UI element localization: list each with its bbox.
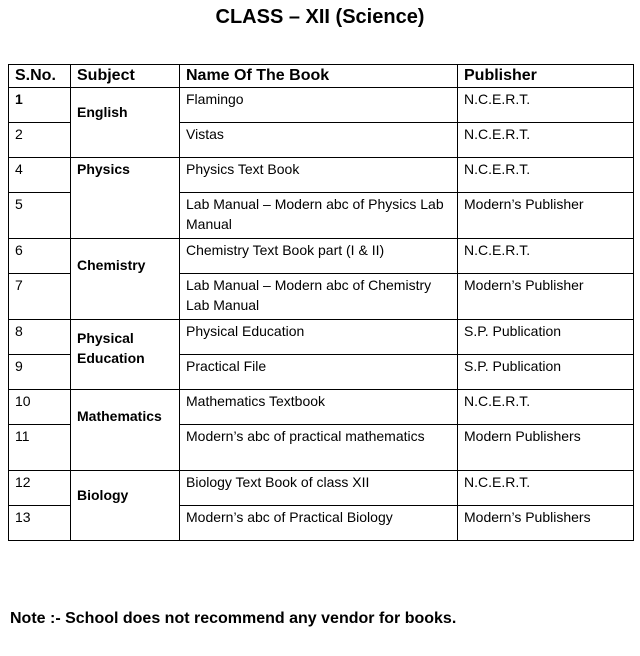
row-publisher: N.C.E.R.T. <box>458 471 634 506</box>
row-sno: 1 <box>9 88 71 123</box>
table-row <box>9 158 634 193</box>
subject-mathematics: Mathematics <box>71 390 180 471</box>
table-row <box>9 88 634 123</box>
table-row <box>9 239 634 274</box>
row-book: Modern’s abc of Practical Biology <box>180 506 458 541</box>
row-publisher: Modern’s Publisher <box>458 193 634 239</box>
table-row <box>9 471 634 506</box>
row-book: Chemistry Text Book part (I & II) <box>180 239 458 274</box>
row-sno: 9 <box>9 355 71 390</box>
row-publisher: N.C.E.R.T. <box>458 158 634 193</box>
subject-biology: Biology <box>71 471 180 541</box>
row-book: Flamingo <box>180 88 458 123</box>
row-publisher: S.P. Publication <box>458 355 634 390</box>
row-sno: 4 <box>9 158 71 193</box>
books-table <box>8 64 634 541</box>
table-row <box>9 320 634 355</box>
row-book: Modern’s abc of practical mathematics <box>180 425 458 471</box>
row-book: Lab Manual – Modern abc of Physics Lab Manual <box>180 193 458 239</box>
table-row <box>9 390 634 425</box>
row-book: Lab Manual – Modern abc of Chemistry Lab Manual <box>180 274 458 320</box>
page-title: CLASS – XII (Science) <box>215 6 425 28</box>
row-publisher: S.P. Publication <box>458 320 634 355</box>
row-publisher: Modern’s Publishers <box>458 506 634 541</box>
header-subject: Subject <box>71 65 180 88</box>
row-sno: 11 <box>9 425 71 471</box>
row-sno: 8 <box>9 320 71 355</box>
row-book: Vistas <box>180 123 458 158</box>
row-sno: 7 <box>9 274 71 320</box>
row-publisher: N.C.E.R.T. <box>458 88 634 123</box>
subject-chemistry: Chemistry <box>71 239 180 320</box>
subject-physical-education: Physical Education <box>71 320 180 390</box>
row-book: Mathematics Textbook <box>180 390 458 425</box>
row-sno: 5 <box>9 193 71 239</box>
row-publisher: N.C.E.R.T. <box>458 123 634 158</box>
subject-physics: Physics <box>71 158 180 239</box>
header-book-name: Name Of The Book <box>180 65 458 88</box>
row-publisher: N.C.E.R.T. <box>458 239 634 274</box>
header-sno: S.No. <box>9 65 71 88</box>
row-book: Physics Text Book <box>180 158 458 193</box>
row-sno: 12 <box>9 471 71 506</box>
row-publisher: N.C.E.R.T. <box>458 390 634 425</box>
row-book: Physical Education <box>180 320 458 355</box>
row-sno: 13 <box>9 506 71 541</box>
table-header-row <box>9 65 634 88</box>
row-sno: 2 <box>9 123 71 158</box>
vendor-note: Note :- School does not recommend any vendor for books. <box>10 610 457 627</box>
row-book: Practical File <box>180 355 458 390</box>
row-sno: 10 <box>9 390 71 425</box>
row-book: Biology Text Book of class XII <box>180 471 458 506</box>
row-publisher: Modern Publishers <box>458 425 634 471</box>
header-publisher: Publisher <box>458 65 634 88</box>
subject-english: English <box>71 88 180 158</box>
row-publisher: Modern’s Publisher <box>458 274 634 320</box>
row-sno: 6 <box>9 239 71 274</box>
